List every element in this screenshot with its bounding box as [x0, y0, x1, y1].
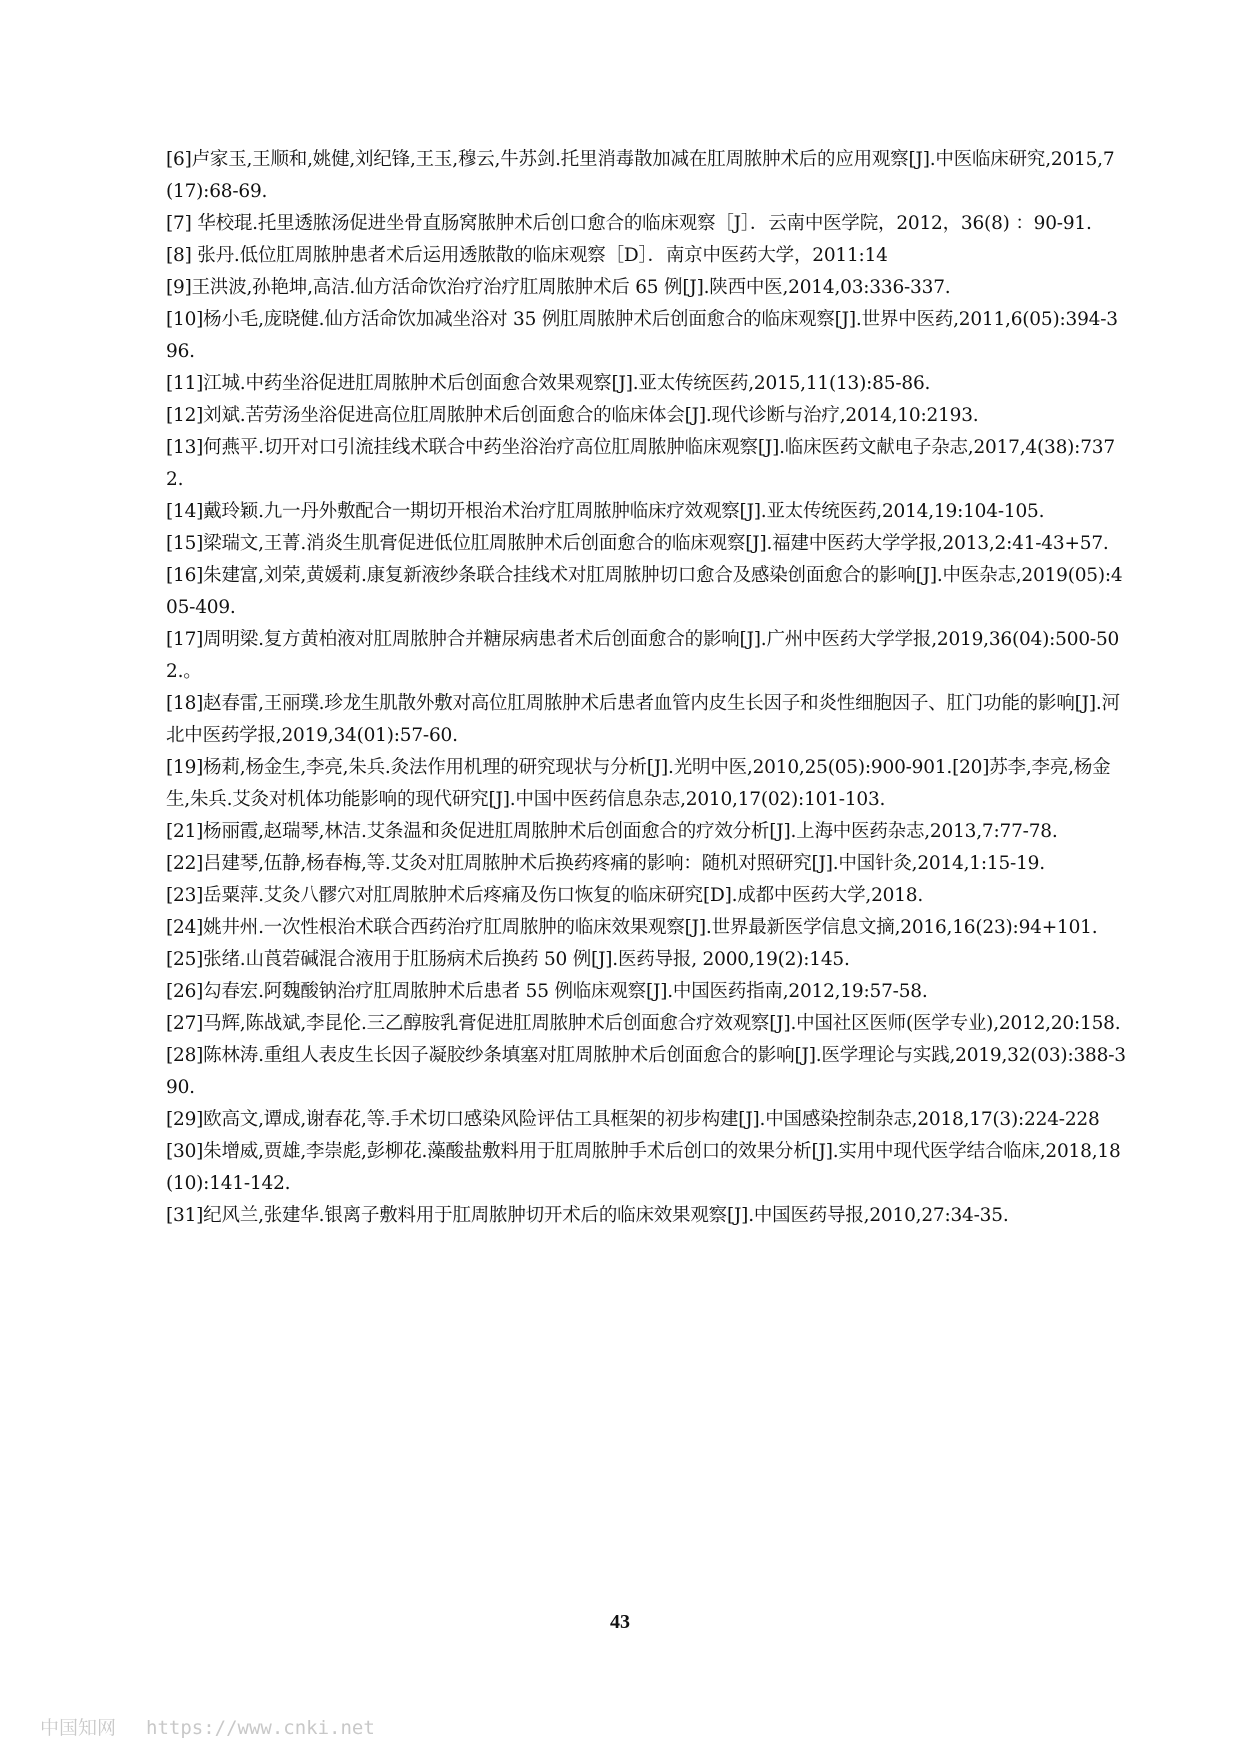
- reference-list: [166, 144, 1128, 1232]
- reference-entry: [19]杨莉,杨金生,李亮,朱兵.灸法作用机理的研究现状与分析[J].光明中医,2010,25(05):900-901.[20]苏李,李亮,杨金生,朱兵.艾灸对机体功能影响的现代研究[J].中国中医药信息杂志,2010,17(02):101-103.: [166, 757, 1111, 810]
- cnki-watermark: [40, 1713, 375, 1740]
- reference-entry: [8] 张丹.低位肛周脓肿患者术后运用透脓散的临床观察［D］．南京中医药大学，2011:14: [166, 245, 888, 266]
- reference-entry: [26]勾春宏.阿魏酸钠治疗肛周脓肿术后患者 55 例临床观察[J].中国医药指南,2012,19:57-58.: [166, 981, 928, 1002]
- reference-entry: [18]赵春雷,王丽璞.珍龙生肌散外敷对高位肛周脓肿术后患者血管内皮生长因子和炎性细胞因子、肛门功能的影响[J].河北中医药学报,2019,34(01):57-60.: [166, 693, 1120, 746]
- watermark-site-name: 中国知网: [40, 1717, 117, 1739]
- reference-entry: [11]江城.中药坐浴促进肛周脓肿术后创面愈合效果观察[J].亚太传统医药,2015,11(13):85-86.: [166, 373, 931, 394]
- reference-entry: [23]岳粟萍.艾灸八髎穴对肛周脓肿术后疼痛及伤口恢复的临床研究[D].成都中医药大学,2018.: [166, 885, 924, 906]
- reference-entry: [28]陈林涛.重组人表皮生长因子凝胶纱条填塞对肛周脓肿术后创面愈合的影响[J].医学理论与实践,2019,32(03):388-390.: [166, 1045, 1126, 1098]
- reference-entry: [25]张绪.山莨菪碱混合液用于肛肠病术后换药 50 例[J].医药导报, 2000,19(2):145.: [166, 949, 850, 970]
- reference-entry: [30]朱增威,贾雄,李崇彪,彭柳花.藻酸盐敷料用于肛周脓肿手术后创口的效果分析[J].实用中现代医学结合临床,2018,18(10):141-142.: [166, 1141, 1121, 1194]
- reference-entry: [27]马辉,陈战斌,李昆伦.三乙醇胺乳膏促进肛周脓肿术后创面愈合疗效观察[J].中国社区医师(医学专业),2012,20:158.: [166, 1013, 1121, 1034]
- reference-entry: [6]卢家玉,王顺和,姚健,刘纪锋,王玉,穆云,牛苏剑.托里消毒散加减在肛周脓肿术后的应用观察[J].中医临床研究,2015,7(17):68-69.: [166, 149, 1115, 202]
- reference-entry: [29]欧高文,谭成,谢春花,等.手术切口感染风险评估工具框架的初步构建[J].中国感染控制杂志,2018,17(3):224-228: [166, 1109, 1100, 1130]
- watermark-url: https://www.cnki.net: [146, 1717, 375, 1739]
- reference-entry: [12]刘斌.苦劳汤坐浴促进高位肛周脓肿术后创面愈合的临床体会[J].现代诊断与治疗,2014,10:2193.: [166, 405, 979, 426]
- reference-entry: [22]吕建琴,伍静,杨春梅,等.艾灸对肛周脓肿术后换药疼痛的影响：随机对照研究[J].中国针灸,2014,1:15-19.: [166, 853, 1045, 874]
- reference-entry: [14]戴玲颖.九一丹外敷配合一期切开根治术治疗肛周脓肿临床疗效观察[J].亚太传统医药,2014,19:104-105.: [166, 501, 1045, 522]
- reference-entry: [21]杨丽霞,赵瑞琴,林洁.艾条温和灸促进肛周脓肿术后创面愈合的疗效分析[J].上海中医药杂志,2013,7:77-78.: [166, 821, 1058, 842]
- reference-entry: [15]梁瑞文,王菁.消炎生肌膏促进低位肛周脓肿术后创面愈合的临床观察[J].福建中医药大学学报,2013,2:41-43+57.: [166, 533, 1109, 554]
- reference-entry: [13]何燕平.切开对口引流挂线术联合中药坐浴治疗高位肛周脓肿临床观察[J].临床医药文献电子杂志,2017,4(38):7372.: [166, 437, 1115, 490]
- reference-entry: [16]朱建富,刘荣,黄媛莉.康复新液纱条联合挂线术对肛周脓肿切口愈合及感染创面愈合的影响[J].中医杂志,2019(05):405-409.: [166, 565, 1123, 618]
- reference-entry: [9]王洪波,孙艳坤,高洁.仙方活命饮治疗治疗肛周脓肿术后 65 例[J].陕西中医,2014,03:336-337.: [166, 277, 951, 298]
- reference-entry: [31]纪风兰,张建华.银离子敷料用于肛周脓肿切开术后的临床效果观察[J].中国医药导报,2010,27:34-35.: [166, 1205, 1009, 1226]
- reference-entry: [24]姚井州.一次性根治术联合西药治疗肛周脓肿的临床效果观察[J].世界最新医学信息文摘,2016,16(23):94+101.: [166, 917, 1098, 938]
- reference-entry: [7] 华校琨.托里透脓汤促进坐骨直肠窝脓肿术后创口愈合的临床观察［J］．云南中医学院，2012，36(8) ：90-91.: [166, 213, 1092, 234]
- reference-entry: [17]周明梁.复方黄柏液对肛周脓肿合并糖尿病患者术后创面愈合的影响[J].广州中医药大学学报,2019,36(04):500-502.。: [166, 629, 1120, 682]
- page-number: 43: [610, 1611, 630, 1633]
- reference-entry: [10]杨小毛,庞晓健.仙方活命饮加减坐浴对 35 例肛周脓肿术后创面愈合的临床观察[J].世界中医药,2011,6(05):394-396.: [166, 309, 1118, 362]
